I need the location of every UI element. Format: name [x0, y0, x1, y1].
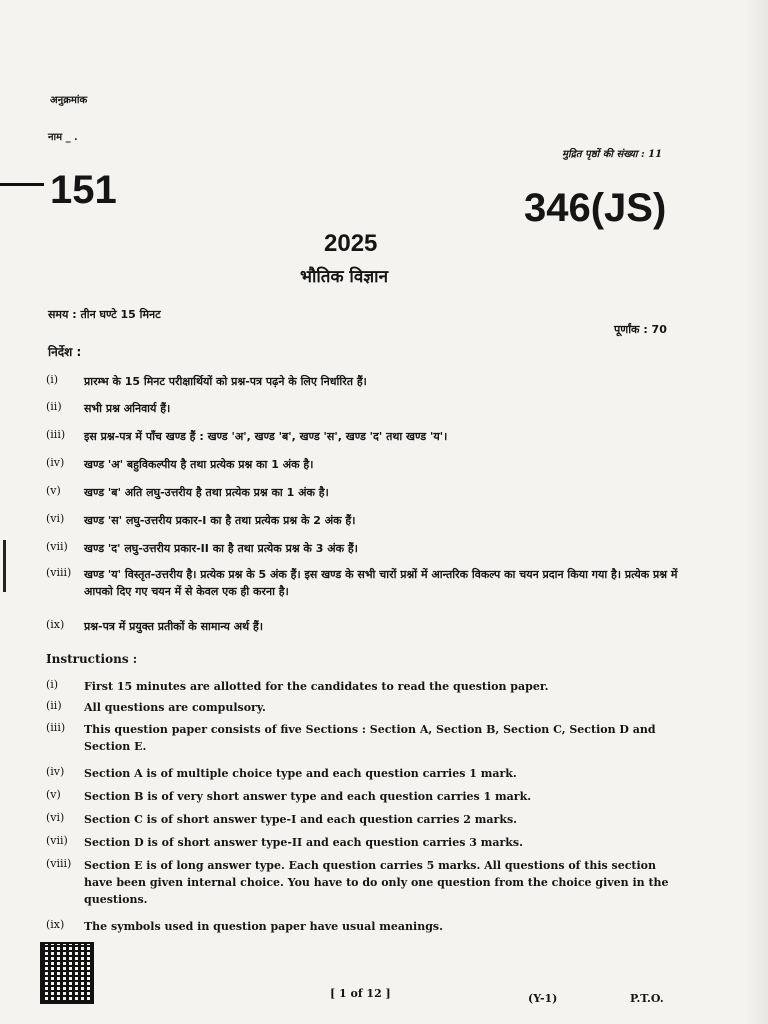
english-instruction-7: (vii) Section D is of short answer type-II and each question carries 3 marks. [46, 834, 523, 849]
hindi-instruction-3: (iii) इस प्रश्न-पत्र में पाँच खण्ड हैं : खण्ड 'अ', खण्ड 'ब', खण्ड 'स', खण्ड 'द' तथा खण्ड 'य'। [46, 428, 448, 443]
year: 2025 [324, 230, 378, 257]
time-allowed: समय : तीन घण्टे 15 मिनट [48, 308, 161, 321]
hindi-instruction-1: (i) प्रारम्भ के 15 मिनट परीक्षार्थियों को प्रश्न-पत्र पढ़ने के लिए निर्धारित हैं। [46, 373, 367, 388]
english-instruction-2: (ii) All questions are compulsory. [46, 699, 266, 714]
english-instruction-4: (iv) Section A is of multiple choice type and each question carries 1 mark. [46, 765, 517, 780]
hindi-instruction-8: (viii) खण्ड 'य' विस्तृत-उत्तरीय है। प्रत्येक प्रश्न के 5 अंक हैं। इस खण्ड के सभी चारों प्रश्नों में आन्तरिक विकल्प का चयन प्रदान किया गया है। प्रत्येक प्रश्न में आपको दिए गए चयन में से केवल एक ही करना है। [46, 566, 678, 598]
page-number: [ 1 of 12 ] [330, 987, 391, 1000]
set-code: (Y-1) [528, 992, 558, 1005]
subject-title: भौतिक विज्ञान [300, 267, 389, 287]
hindi-instruction-6: (vi) खण्ड 'स' लघु-उत्तरीय प्रकार-I का है तथा प्रत्येक प्रश्न के 2 अंक हैं। [46, 512, 356, 527]
name-label: नाम _ . [48, 132, 78, 143]
hindi-instruction-2: (ii) सभी प्रश्न अनिवार्य हैं। [46, 400, 171, 415]
english-instructions-heading: Instructions : [46, 652, 138, 666]
left-code: 151 [50, 168, 117, 212]
hindi-instruction-5: (v) खण्ड 'ब' अति लघु-उत्तरीय है तथा प्रत्येक प्रश्न का 1 अंक है। [46, 484, 329, 499]
english-instruction-8: (viii) Section E is of long answer type. Each question carries 5 marks. All questions of this section have been given internal choice. You have to do only one question from the choice given in the questions. [46, 857, 669, 906]
paper-code: 346(JS) [524, 186, 667, 230]
max-marks: पूर्णांक : 70 [614, 323, 667, 336]
roll-no-label: अनुक्रमांक [50, 95, 88, 106]
page-edge [746, 0, 768, 1024]
english-instruction-9: (ix) The symbols used in question paper have usual meanings. [46, 918, 443, 933]
hindi-instruction-9: (ix) प्रश्न-पत्र में प्रयुक्त प्रतीकों के सामान्य अर्थ हैं। [46, 618, 264, 633]
printed-pages: मुद्रित पृष्ठों की संख्या : 11 [562, 149, 663, 160]
english-instruction-6: (vi) Section C is of short answer type-I and each question carries 2 marks. [46, 811, 518, 826]
barcode-image [40, 942, 94, 1004]
hindi-instructions-heading: निर्देश : [48, 345, 82, 359]
margin-dash [0, 183, 44, 186]
english-instruction-5: (v) Section B is of very short answer type and each question carries 1 mark. [46, 788, 532, 803]
english-instruction-1: (i) First 15 minutes are allotted for the candidates to read the question paper. [46, 678, 549, 693]
english-instruction-3: (iii) This question paper consists of five Sections : Section A, Section B, Section C, Section D and Section E. [46, 721, 656, 753]
hindi-instruction-4: (iv) खण्ड 'अ' बहुविकल्पीय है तथा प्रत्येक प्रश्न का 1 अंक है। [46, 456, 314, 471]
hindi-instruction-7: (vii) खण्ड 'द' लघु-उत्तरीय प्रकार-II का है तथा प्रत्येक प्रश्न के 3 अंक हैं। [46, 540, 358, 555]
pto-label: P.T.O. [630, 992, 664, 1005]
margin-mark [3, 540, 6, 592]
